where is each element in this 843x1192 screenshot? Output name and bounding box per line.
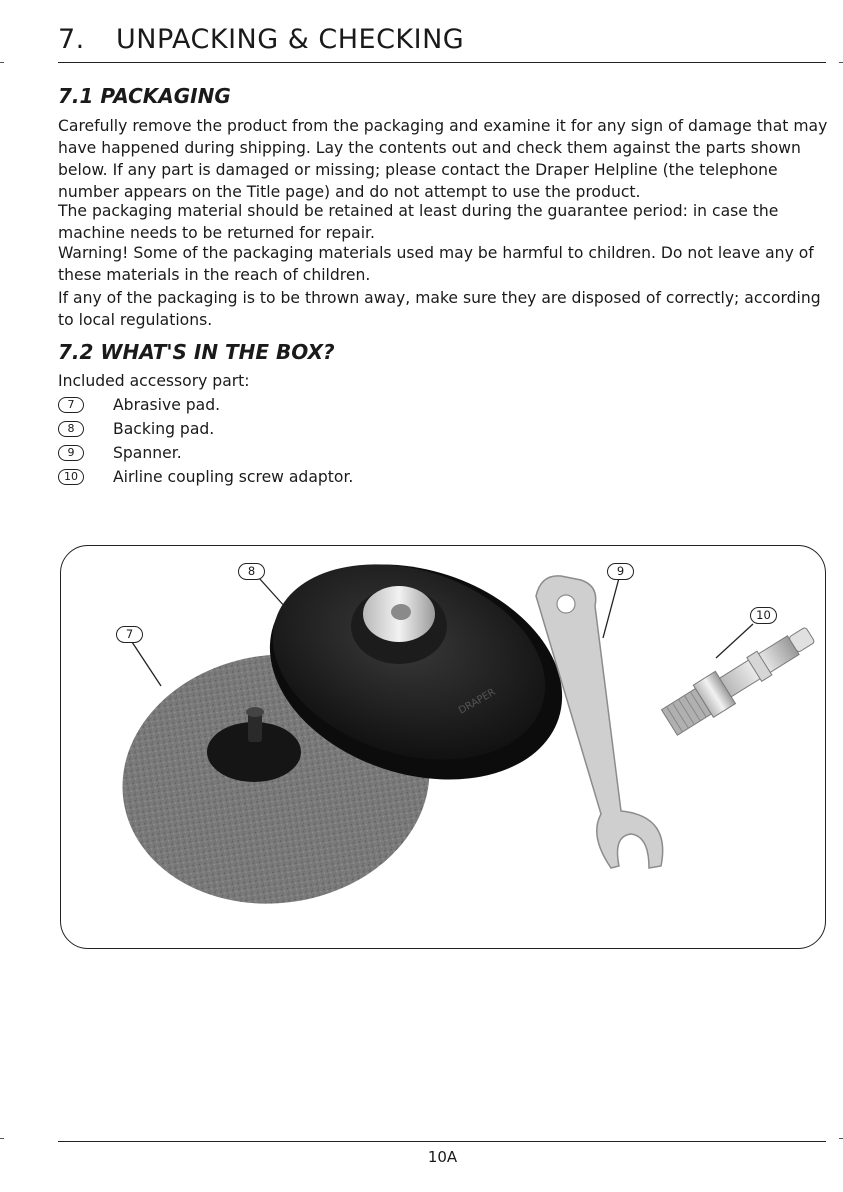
item-number-badge: 8 — [58, 421, 84, 437]
section-number: 7. — [58, 24, 85, 55]
page-title — [58, 24, 464, 55]
crop-mark — [839, 1138, 843, 1139]
callout-9: 9 — [607, 563, 634, 580]
item-number-badge: 7 — [58, 397, 84, 413]
packaging-paragraph-4: If any of the packaging is to be thrown away, make sure they are disposed of correctly; according to local regulations. — [58, 289, 821, 329]
crop-mark — [839, 62, 843, 63]
item-number-badge: 9 — [58, 445, 84, 461]
item-label: Abrasive pad. — [113, 396, 221, 414]
packaging-heading: 7.1 PACKAGING — [58, 84, 231, 108]
title-rule — [58, 62, 826, 63]
box-heading: 7.2 WHAT'S IN THE BOX? — [58, 340, 335, 364]
item-number-badge: 10 — [58, 469, 84, 485]
accessories-illustration — [61, 546, 825, 948]
crop-mark — [0, 62, 4, 63]
packaging-paragraph-1: Carefully remove the product from the packaging and examine it for any sign of damage that may have happened during shipping. Lay the contents out and check them against the parts shown below. If any part is damaged or missing; please contact the Draper Helpline (the telephone number appears on the Title page) and do not attempt to use the product. — [58, 117, 828, 201]
accessories-photo — [60, 545, 826, 949]
callout-10: 10 — [750, 607, 777, 624]
pad-brand-text: DRAPER — [457, 686, 498, 717]
packaging-paragraph-3: Warning! Some of the packaging materials used may be harmful to children. Do not leave any of these materials in the reach of children. — [58, 244, 814, 284]
section-title: UNPACKING & CHECKING — [116, 24, 465, 55]
item-label: Spanner. — [113, 444, 182, 462]
item-label: Backing pad. — [113, 420, 215, 438]
callout-7: 7 — [116, 626, 143, 643]
page-number: 10A — [427, 1148, 458, 1166]
callout-8: 8 — [238, 563, 265, 580]
footer-rule — [58, 1141, 826, 1142]
packaging-paragraph-2: The packaging material should be retained at least during the guarantee period: in case the machine needs to be returned for repair. — [58, 202, 779, 242]
box-intro: Included accessory part: — [58, 372, 250, 390]
crop-mark — [0, 1138, 4, 1139]
item-label: Airline coupling screw adaptor. — [113, 468, 354, 486]
